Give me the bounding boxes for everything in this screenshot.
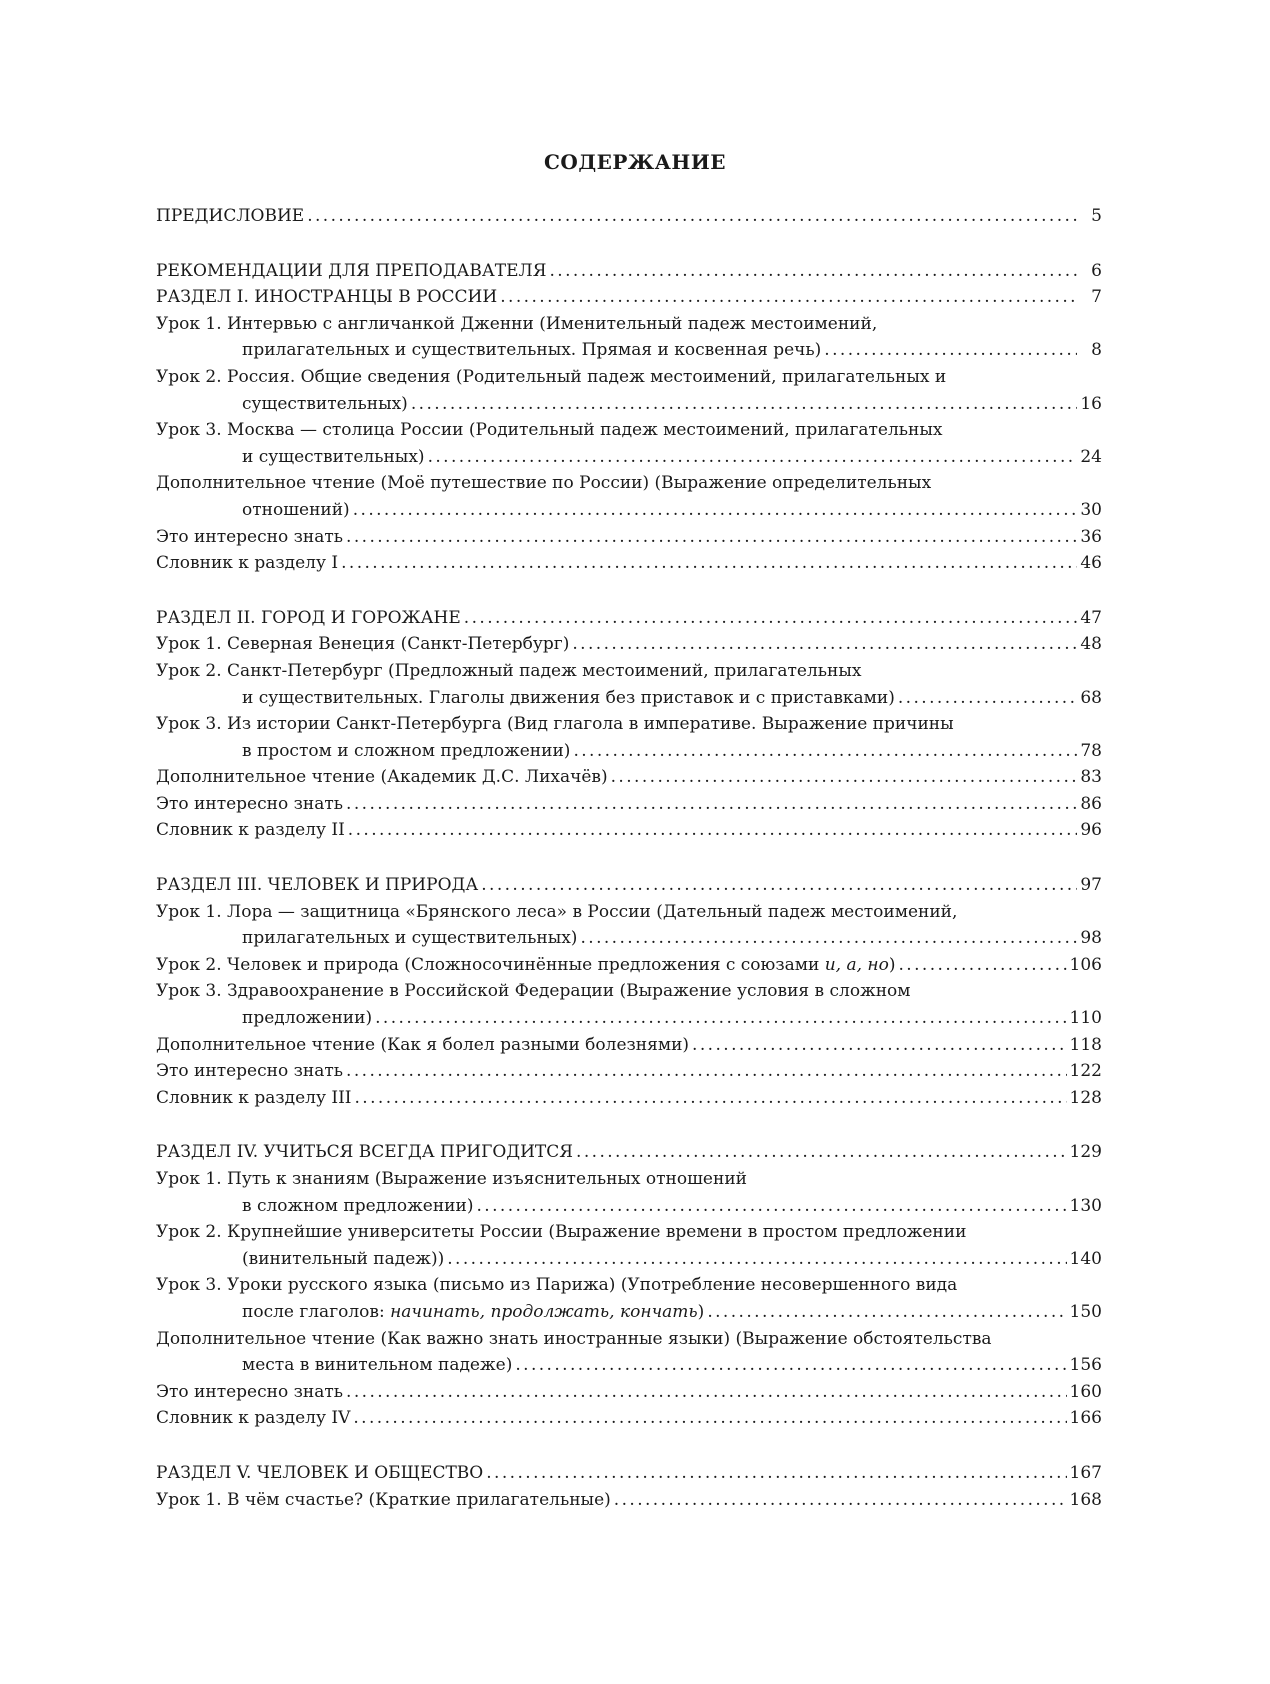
entry-text: Урок 1. Северная Венеция (Санкт-Петербург) [156,634,570,655]
page-number: 16 [1080,393,1102,414]
toc-entry-glossary[interactable] [156,1405,1102,1432]
entry-text-continued: (винительный падеж)) [242,1248,445,1269]
page-number: 46 [1080,553,1102,574]
toc-entry-lesson[interactable] [156,978,1102,1031]
entry-text-continued: и существительных) [242,446,425,467]
page-number: 47 [1080,607,1102,628]
entry-text: Словник к разделу III [156,1087,352,1108]
toc-section-heading[interactable] [156,1139,1102,1166]
page-number: 83 [1080,767,1102,788]
entry-text: РАЗДЕЛ IV. УЧИТЬСЯ ВСЕГДА ПРИГОДИТСЯ [156,1142,574,1163]
page-number: 168 [1069,1489,1102,1510]
entry-text-close: ) [888,954,896,975]
entry-text: Урок 3. Здравоохранение в Российской Федерации (Выражение условия в сложном [156,981,911,1002]
page-number: 130 [1069,1195,1102,1216]
toc-entry-extra-reading[interactable] [156,764,1102,791]
toc-entry-lesson[interactable] [156,1219,1102,1272]
page-number: 86 [1080,793,1102,814]
toc-entry-lesson[interactable] [156,1272,1102,1325]
toc-entry-extra-reading[interactable] [156,1326,1102,1379]
entry-text: Дополнительное чтение (Как важно знать иностранные языки) (Выражение обстоятельства [156,1328,992,1349]
entry-text: Урок 1. Лора — защитница «Брянского леса» в России (Дательный падеж местоимений, [156,901,958,922]
entry-text [156,952,896,979]
page-number: 160 [1069,1381,1102,1402]
toc-entry-interesting[interactable] [156,1058,1102,1085]
page-number: 140 [1069,1248,1102,1269]
toc-section-heading[interactable] [156,1460,1102,1487]
entry-text-continued: в простом и сложном предложении) [242,740,571,761]
page-number: 98 [1080,928,1102,949]
table-of-contents [156,203,1102,1513]
page-number: 167 [1069,1462,1102,1483]
toc-entry-lesson[interactable] [156,417,1102,470]
page-number: 110 [1069,1008,1102,1029]
page-number: 97 [1080,875,1102,896]
entry-text: Дополнительное чтение (Моё путешествие по России) (Выражение определительных [156,473,932,494]
toc-entry-lesson[interactable] [156,631,1102,658]
entry-text-continued: места в винительном падеже) [242,1355,513,1376]
page-number: 106 [1069,954,1102,975]
page-number: 129 [1069,1142,1102,1163]
toc-entry-lesson[interactable] [156,1487,1102,1514]
entry-text-continued: в сложном предложении) [242,1195,474,1216]
page-number: 118 [1069,1034,1102,1055]
entry-text: Это интересно знать [156,1381,344,1402]
page-number: 30 [1080,499,1102,520]
entry-text: Урок 3. Москва — столица России (Родительный падеж местоимений, прилагательных [156,420,943,441]
page-number: 7 [1091,287,1102,308]
toc-entry-interesting[interactable] [156,791,1102,818]
toc-entry-lesson[interactable] [156,311,1102,364]
page-number: 122 [1069,1061,1102,1082]
toc-section-heading[interactable] [156,284,1102,311]
toc-entry-preface[interactable] [156,203,1102,230]
entry-text-continued: отношений) [242,499,350,520]
entry-text-continued: предложении) [242,1008,373,1029]
page-number: 78 [1080,740,1102,761]
page-number: 36 [1080,526,1102,547]
page-number: 68 [1080,687,1102,708]
page-number: 6 [1091,260,1102,281]
entry-text: Урок 2. Крупнейшие университеты России (Выражение времени в простом предложении [156,1222,967,1243]
entry-text: Урок 3. Уроки русского языка (письмо из Парижа) (Употребление несовершенного вида [156,1275,958,1296]
toc-entry-glossary[interactable] [156,1085,1102,1112]
entry-text: Дополнительное чтение (Академик Д.С. Лихачёв) [156,767,608,788]
page-number: 128 [1069,1087,1102,1108]
entry-text-continued: существительных) [242,393,408,414]
toc-entry-glossary[interactable] [156,550,1102,577]
entry-text: ПРЕДИСЛОВИЕ [156,206,305,226]
entry-text: Словник к разделу II [156,820,345,841]
page-number: 156 [1069,1355,1102,1376]
page-number: 5 [1091,206,1102,226]
toc-section-heading[interactable] [156,872,1102,899]
toc-entry-lesson[interactable] [156,952,1102,979]
entry-text-continued: и существительных. Глаголы движения без приставок и с приставками) [242,687,895,708]
entry-text: Урок 2. Санкт-Петербург (Предложный падеж местоимений, прилагательных [156,660,862,681]
entry-text: РАЗДЕЛ II. ГОРОД И ГОРОЖАНЕ [156,607,461,628]
entry-text-italic: начинать, продолжать, кончать [390,1301,698,1322]
toc-entry-lesson[interactable] [156,899,1102,952]
page-number: 96 [1080,820,1102,841]
entry-text: Урок 2. Россия. Общие сведения (Родительный падеж местоимений, прилагательных и [156,366,947,387]
toc-entry-lesson[interactable] [156,364,1102,417]
entry-text: Урок 1. Путь к знаниям (Выражение изъяснительных отношений [156,1169,747,1189]
page-number: 150 [1069,1301,1102,1322]
toc-entry-interesting[interactable] [156,1379,1102,1406]
entry-text: Это интересно знать [156,1061,344,1082]
toc-entry-glossary[interactable] [156,817,1102,844]
toc-entry-lesson[interactable] [156,1166,1102,1219]
toc-entry-extra-reading[interactable] [156,470,1102,523]
page-number: 48 [1080,634,1102,655]
page-number: 24 [1080,446,1102,467]
entry-text: Словник к разделу IV [156,1408,351,1429]
entry-text-continued: прилагательных и существительных. Прямая и косвенная речь) [242,340,822,361]
toc-entry-extra-reading[interactable] [156,1032,1102,1059]
entry-text: Урок 1. Интервью с англичанкой Дженни (Именительный падеж местоимений, [156,313,878,334]
toc-entry-lesson[interactable] [156,658,1102,711]
entry-text: Это интересно знать [156,793,344,814]
entry-text-italic: и, а, но [824,954,889,975]
entry-text: Это интересно знать [156,526,344,547]
toc-entry-lesson[interactable] [156,711,1102,764]
entry-text-close: ) [697,1301,705,1322]
page-number: 166 [1069,1408,1102,1429]
entry-text-continued [242,1299,704,1326]
entry-text: Урок 1. В чём счастье? (Краткие прилагательные) [156,1489,611,1510]
entry-text: РЕКОМЕНДАЦИИ ДЛЯ ПРЕПОДАВАТЕЛЯ [156,260,547,281]
entry-text-main: Урок 2. Человек и природа (Сложносочинённые предложения с союзами [156,954,825,975]
entry-text: РАЗДЕЛ III. ЧЕЛОВЕК И ПРИРОДА [156,875,479,896]
entry-text: РАЗДЕЛ I. ИНОСТРАНЦЫ В РОССИИ [156,287,498,308]
entry-text: Дополнительное чтение (Как я болел разными болезнями) [156,1034,690,1055]
page-number: 8 [1091,340,1102,361]
page-title: СОДЕРЖАНИЕ [544,150,726,174]
toc-section-heading[interactable] [156,605,1102,632]
entry-text: Словник к разделу I [156,553,339,574]
entry-text: РАЗДЕЛ V. ЧЕЛОВЕК И ОБЩЕСТВО [156,1462,484,1483]
entry-text: Урок 3. Из истории Санкт-Петербурга (Вид глагола в императиве. Выражение причины [156,714,954,735]
toc-entry-recommendations[interactable] [156,258,1102,285]
toc-entry-interesting[interactable] [156,524,1102,551]
entry-text-continued: прилагательных и существительных) [242,928,578,949]
entry-text-main: после глаголов: [242,1301,391,1322]
